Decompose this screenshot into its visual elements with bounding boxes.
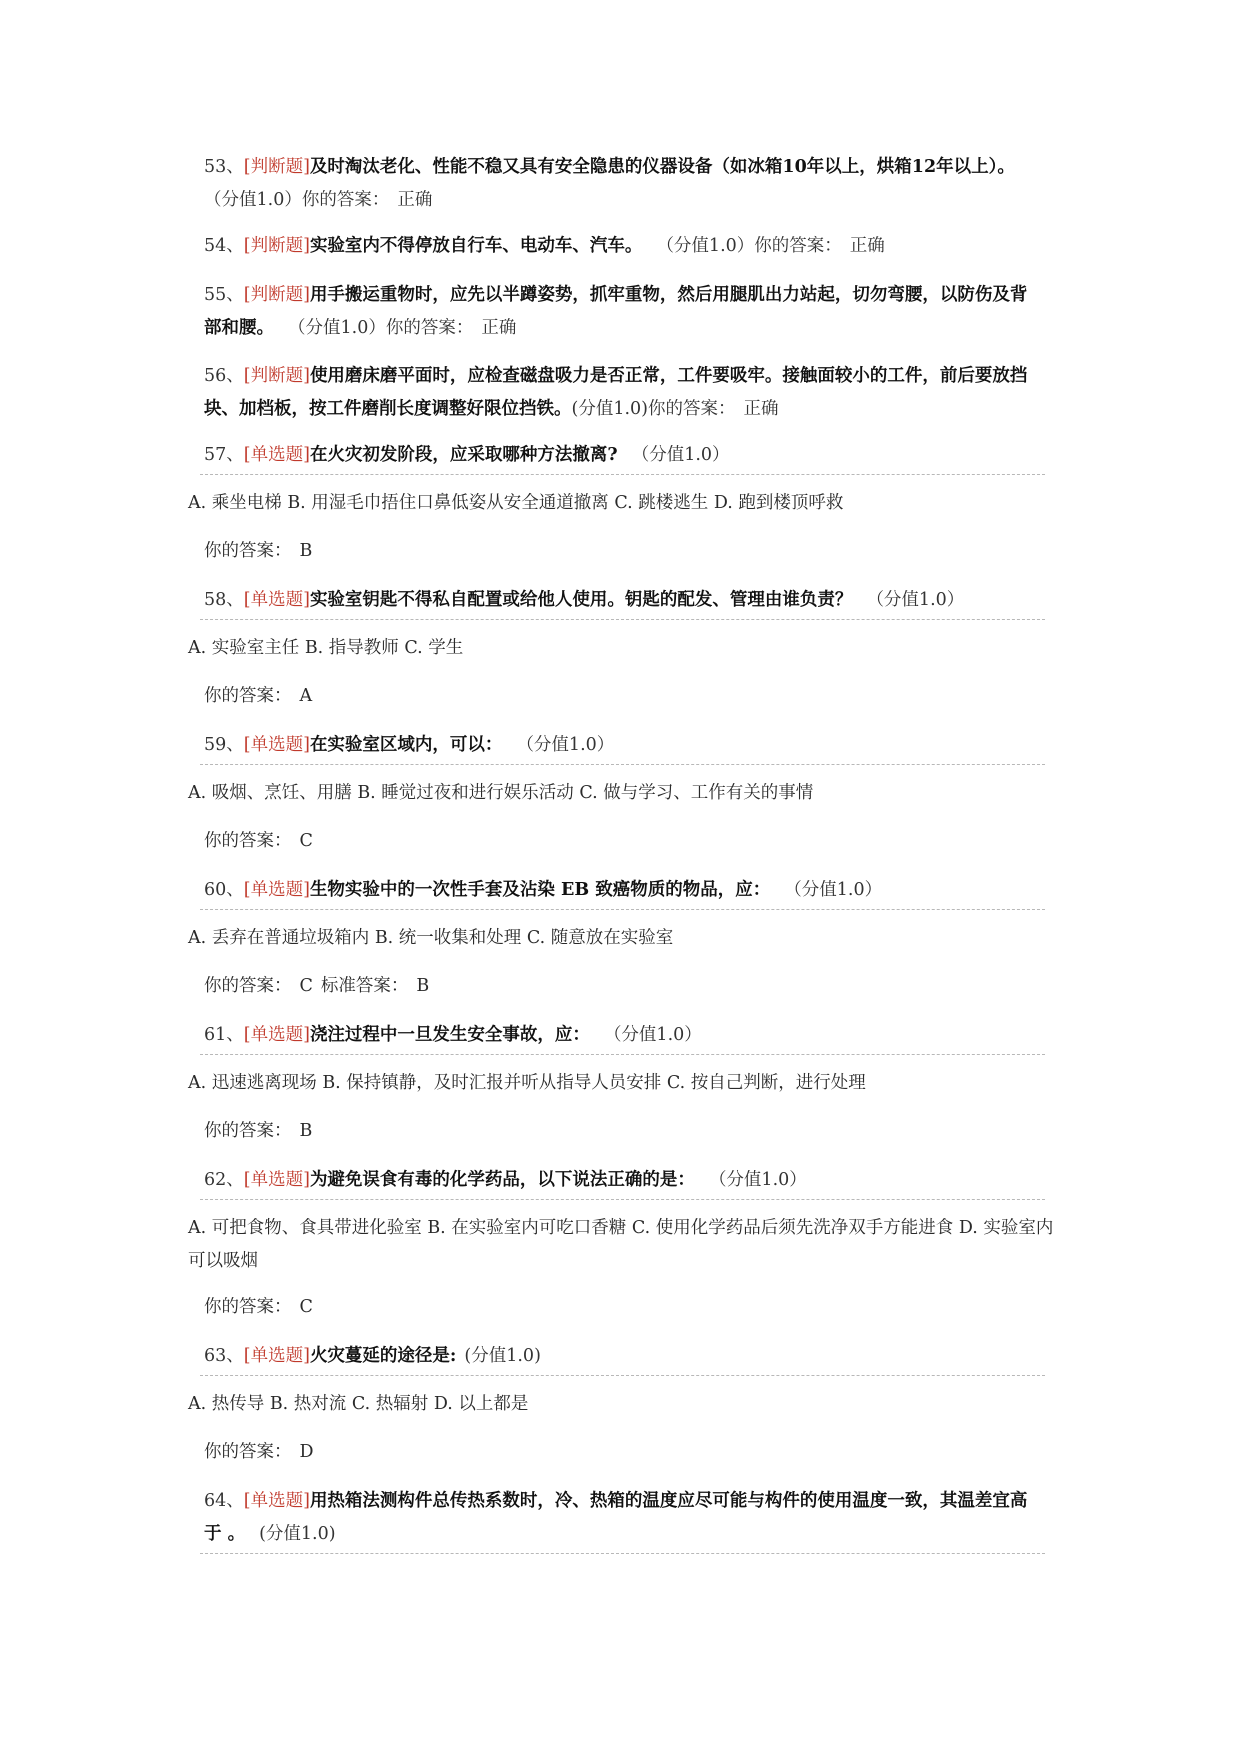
answer-value: C: [299, 976, 313, 996]
question-score: (分值1.0): [571, 399, 648, 419]
question-score: （分值1.0）: [708, 1170, 807, 1190]
question-54: [204, 230, 1044, 263]
question-60: [204, 874, 1044, 907]
question-64: [204, 1485, 1044, 1551]
question-options: A. 迅速逃离现场 B. 保持镇静，及时汇报并听从指导人员安排 C. 按自己判断，进行处理: [188, 1073, 866, 1093]
question-score: （分值1.0）: [288, 318, 386, 338]
your-answer-row: [204, 1115, 312, 1148]
question-number: 62、: [204, 1170, 244, 1190]
question-divider: [200, 1199, 1045, 1200]
question-stem: 浇注过程中一旦发生安全事故，应：: [309, 1025, 590, 1045]
question-stem: 生物实验中的一次性手套及沾染 EB 致癌物质的物品，应：: [309, 880, 771, 900]
question-stem: 在实验室区域内，可以：: [309, 735, 503, 755]
question-score: (分值1.0): [259, 1524, 336, 1544]
question-options: A. 热传导 B. 热对流 C. 热辐射 D. 以上都是: [188, 1394, 529, 1414]
question-options: A. 丢弃在普通垃圾箱内 B. 统一收集和处理 C. 随意放在实验室: [188, 928, 674, 948]
question-divider: [200, 1375, 1045, 1376]
question-divider: [200, 474, 1045, 475]
answer-label: 你的答案：: [204, 1442, 292, 1462]
your-answer-row: [204, 825, 313, 858]
answer-value: A: [299, 686, 313, 706]
question-number: 53、: [204, 157, 244, 177]
answer-label: 你的答案：: [204, 1297, 292, 1317]
your-answer-row: [204, 1436, 314, 1469]
question-type: [判断题]: [243, 157, 310, 177]
your-answer-row: [204, 535, 312, 568]
question-stem: 用手搬运重物时，应先以半蹲姿势，抓牢重物，然后用腿肌出力站起，切勿弯腰，以防伤及背部和腰。: [204, 285, 1028, 338]
question-divider: [200, 1553, 1045, 1554]
your-answer-row: [204, 970, 429, 1003]
question-divider: [200, 619, 1045, 620]
standard-answer-value: B: [416, 976, 430, 996]
question-61: [204, 1019, 1044, 1052]
question-number: 57、: [204, 445, 244, 465]
question-type: [判断题]: [243, 236, 310, 256]
question-score: （分值1.0）: [866, 590, 965, 610]
question-stem: 实验室钥匙不得私自配置或给他人使用。钥匙的配发、管理由谁负责？: [309, 590, 853, 610]
question-stem: 在火灾初发阶段，应采取哪种方法撤离?: [309, 445, 618, 465]
question-score: （分值1.0）: [204, 190, 302, 210]
answer-label: 你的答案：: [385, 318, 474, 338]
question-type: [单选题]: [243, 1491, 310, 1511]
question-type: [单选题]: [243, 880, 310, 900]
answer-value: B: [299, 541, 313, 561]
question-number: 61、: [204, 1025, 244, 1045]
question-type: [单选题]: [243, 445, 310, 465]
answer-value: D: [299, 1442, 314, 1462]
question-divider: [200, 1054, 1045, 1055]
answer-value: 正确: [481, 318, 517, 338]
your-answer-row: [204, 680, 312, 713]
answer-label: 你的答案：: [204, 1121, 292, 1141]
question-number: 56、: [204, 366, 244, 386]
question-type: [判断题]: [243, 285, 310, 305]
question-type: [判断题]: [243, 366, 310, 386]
question-57: [204, 439, 1044, 472]
question-number: 63、: [204, 1346, 244, 1366]
question-score: （分值1.0）: [516, 735, 615, 755]
question-stem: 及时淘汰老化、性能不稳又具有安全隐患的仪器设备（如冰箱10年以上，烘箱12年以上）。: [309, 157, 1015, 177]
answer-label: 你的答案：: [204, 976, 292, 996]
answer-value: 正确: [849, 236, 885, 256]
question-score: （分值1.0）: [603, 1025, 702, 1045]
answer-label: 你的答案：: [648, 399, 736, 419]
question-type: [单选题]: [243, 1170, 310, 1190]
question-type: [单选题]: [243, 735, 310, 755]
question-type: [单选题]: [243, 1025, 310, 1045]
question-score: (分值1.0): [464, 1346, 541, 1366]
question-divider: [200, 764, 1045, 765]
question-type: [单选题]: [243, 1346, 310, 1366]
question-58: [204, 584, 1044, 617]
answer-value: C: [299, 1297, 313, 1317]
question-62: [204, 1164, 1044, 1197]
your-answer-row: [204, 1291, 313, 1324]
question-type: [单选题]: [243, 590, 310, 610]
question-stem: 用热箱法测构件总传热系数时，冷、热箱的温度应尽可能与构件的使用温度一致，其温差宜高于 。: [204, 1491, 1028, 1544]
answer-label: 你的答案：: [204, 831, 292, 851]
question-score: （分值1.0）: [784, 880, 883, 900]
question-63: [204, 1340, 1044, 1373]
question-stem: 火灾蔓延的途径是:: [309, 1346, 457, 1366]
question-number: 54、: [204, 236, 244, 256]
question-options: A. 实验室主任 B. 指导教师 C. 学生: [188, 638, 464, 658]
answer-value: C: [299, 831, 313, 851]
answer-value: 正确: [397, 190, 433, 210]
answer-value: B: [299, 1121, 313, 1141]
question-stem: 使用磨床磨平面时，应检查磁盘吸力是否正常，工件要吸牢。接触面较小的工件，前后要放挡块、加档板，按工件磨削长度调整好限位挡铁。: [204, 366, 1028, 419]
question-options: A. 吸烟、烹饪、用膳 B. 睡觉过夜和进行娱乐活动 C. 做与学习、工作有关的事情: [188, 783, 814, 803]
question-53: [204, 151, 1044, 217]
question-number: 59、: [204, 735, 244, 755]
question-number: 55、: [204, 285, 244, 305]
question-55: [204, 279, 1044, 345]
answer-label: 你的答案：: [754, 236, 842, 256]
standard-answer-label: 标准答案：: [320, 976, 409, 996]
question-divider: [200, 909, 1045, 910]
question-score: （分值1.0）: [631, 445, 730, 465]
question-options: A. 乘坐电梯 B. 用湿毛巾捂住口鼻低姿从安全通道撤离 C. 跳楼逃生 D. 跑到楼顶呼救: [188, 493, 844, 513]
question-score: （分值1.0）: [656, 236, 755, 256]
question-number: 58、: [204, 590, 244, 610]
question-options: A. 可把食物、食具带进化验室 B. 在实验室内可吃口香糖 C. 使用化学药品后须先洗净双手方能进食 D. 实验室内可以吸烟: [188, 1218, 1054, 1271]
answer-label: 你的答案：: [204, 541, 292, 561]
question-56: [204, 360, 1044, 426]
question-59: [204, 729, 1044, 762]
answer-label: 你的答案：: [204, 686, 292, 706]
question-number: 64、: [204, 1491, 244, 1511]
answer-label: 你的答案：: [301, 190, 390, 210]
question-stem: 为避免误食有毒的化学药品，以下说法正确的是：: [309, 1170, 695, 1190]
question-stem: 实验室内不得停放自行车、电动车、汽车。: [309, 236, 643, 256]
answer-value: 正确: [743, 399, 779, 419]
question-number: 60、: [204, 880, 244, 900]
